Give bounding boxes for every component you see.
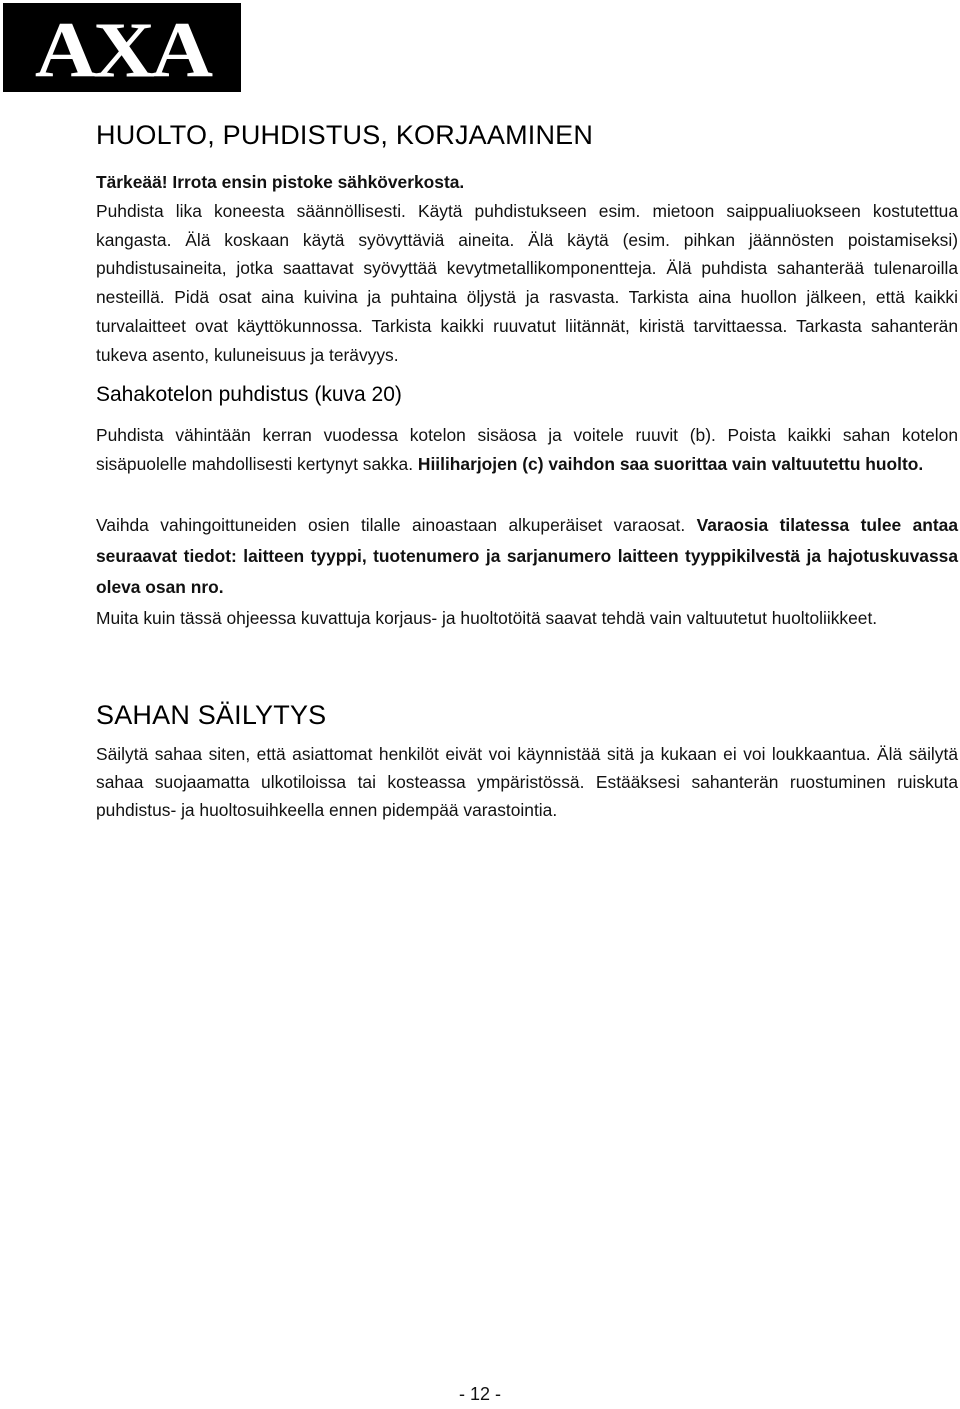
housing-cleaning-paragraph bbox=[96, 421, 958, 479]
section-heading-housing-cleaning: Sahakotelon puhdistus (kuva 20) bbox=[96, 383, 402, 407]
logo-text: AXA bbox=[34, 5, 210, 92]
warning-text: Tärkeää! Irrota ensin pistoke sähköverkosta. bbox=[96, 172, 465, 192]
page-number: - 12 - bbox=[458, 1384, 501, 1404]
spare-parts-paragraph bbox=[96, 510, 958, 603]
axa-logo bbox=[3, 3, 241, 92]
document-body bbox=[96, 118, 958, 824]
spare-parts-text: Vaihda vahingoittuneiden osien tilalle ainoastaan alkuperäiset varaosat. bbox=[96, 515, 686, 536]
repair-restriction-paragraph: Muita kuin tässä ohjeessa kuvattuja korjaus- ja huoltotöitä saavat tehdä vain valtuutetut huoltoliikkeet. bbox=[96, 608, 878, 629]
housing-cleaning-bold-text: Hiiliharjojen (c) vaihdon saa suorittaa vain valtuutettu huolto. bbox=[417, 454, 924, 475]
section-heading-maintenance: HUOLTO, PUHDISTUS, KORJAAMINEN bbox=[96, 120, 594, 150]
storage-paragraph: Säilytä sahaa siten, että asiattomat henkilöt eivät voi käynnistää sitä ja kukaan ei voi loukkaantua. Älä säilytä sahaa suojaamatta ulkotiloissa tai kosteassa ympäristössä. Estääksesi sahanterän ruostuminen ruiskuta puhdistus- ja huoltosuihkeella ennen pidempää varastointia. bbox=[96, 744, 958, 821]
maintenance-paragraph: Puhdista lika koneesta säännöllisesti. Käytä puhdistukseen esim. mietoon saippualiuokseen kostutettua kangasta. Älä koskaan käytä syövyttäviä aineita. Älä käytä (esim. pihkan jäännösten poistamiseksi) puhdistusaineita, jotka saattavat syövyttää kevytmetallikomponentteja. Älä puhdista sahanterää tulenaroilla nesteillä. Pidä osat aina kuivina ja puhtaina öljystä ja rasvasta. Tarkista aina huollon jälkeen, että kaikki turvalaitteet ovat käyttökunnossa. Tarkista kaikki ruuvatut liitännät, kiristä tarvittaessa. Tarkasta sahanterän tukeva asento, kuluneisuus ja terävyys. bbox=[96, 201, 958, 365]
section-heading-storage: SAHAN SÄILYTYS bbox=[96, 700, 327, 731]
housing-cleaning-text: Puhdista vähintään kerran vuodessa kotelon sisäosa ja voitele ruuvit (b). Poista kaikki sahan kotelon sisäpuolelle mahdollisesti kertynyt sakka. bbox=[96, 425, 958, 475]
spare-parts-bold-text: Varaosia tilatessa tulee antaa seuraavat tiedot: laitteen tyyppi, tuotenumero ja sarjanumero laitteen tyyppikilvestä ja hajotuskuvassa oleva osan nro. bbox=[96, 515, 958, 598]
